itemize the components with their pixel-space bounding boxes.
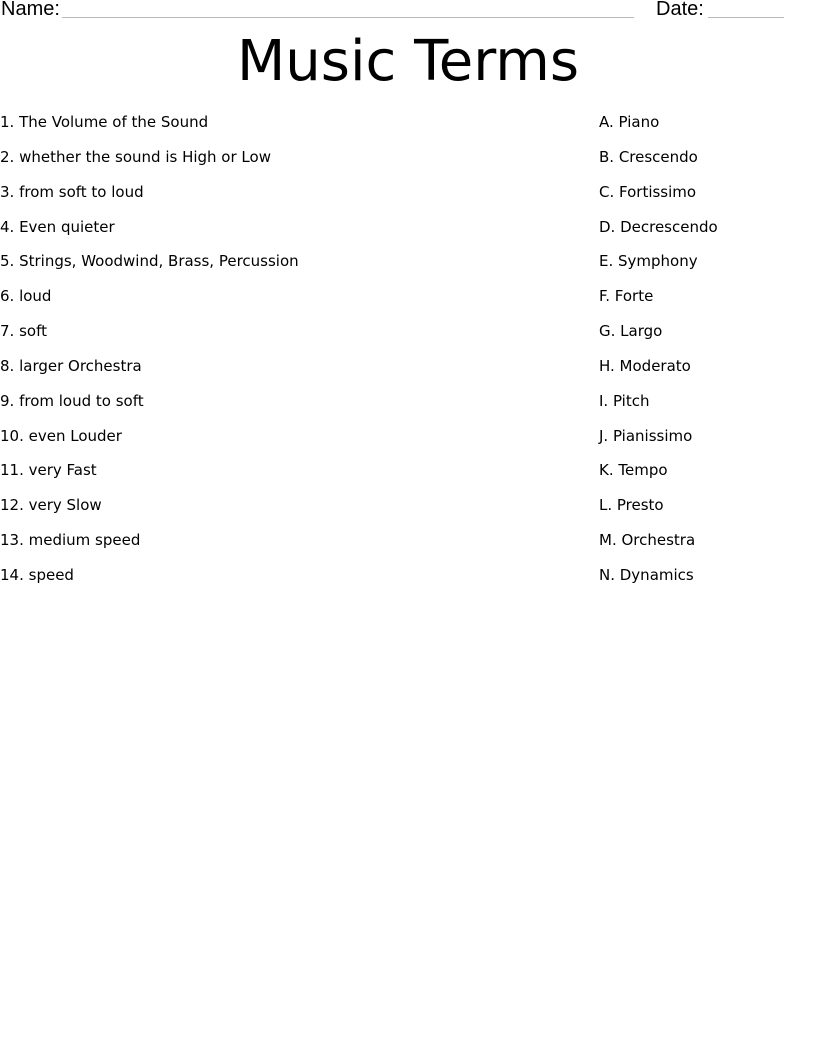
answer-item: F. Forte	[599, 287, 654, 306]
name-label: Name:	[1, 0, 60, 20]
clue-item: 2. whether the sound is High or Low	[0, 147, 271, 166]
answer-item: D. Decrescendo	[599, 217, 718, 236]
clue-item: 11. very Fast	[0, 461, 97, 480]
clue-list	[0, 112, 560, 600]
clue-item: 13. medium speed	[0, 531, 141, 550]
clue-item: 1. The Volume of the Sound	[0, 113, 209, 131]
name-blank-line	[62, 17, 634, 18]
answer-list	[599, 112, 809, 600]
answer-item: K. Tempo	[599, 461, 668, 480]
clue-item: 5. Strings, Woodwind, Brass, Percussion	[0, 252, 299, 271]
page-title: Music Terms	[236, 29, 580, 94]
clue-item: 9. from loud to soft	[0, 391, 144, 410]
answer-item: C. Fortissimo	[599, 182, 697, 201]
clue-item: 14. speed	[0, 565, 74, 584]
answer-item: I. Pitch	[599, 391, 650, 410]
answer-item: H. Moderato	[599, 356, 691, 375]
answer-item: L. Presto	[599, 496, 664, 515]
clue-item: 6. loud	[0, 287, 52, 306]
answer-item: G. Largo	[599, 322, 663, 341]
answer-item: M. Orchestra	[599, 531, 696, 550]
answer-item: J. Pianissimo	[599, 426, 693, 445]
answer-item: B. Crescendo	[599, 147, 698, 166]
clue-item: 3. from soft to loud	[0, 182, 144, 201]
answer-item: E. Symphony	[599, 252, 698, 271]
clue-item: 12. very Slow	[0, 496, 102, 515]
answer-item: A. Piano	[599, 113, 660, 131]
date-label: Date:	[656, 0, 704, 20]
clue-item: 8. larger Orchestra	[0, 356, 142, 375]
date-blank-line	[708, 17, 784, 18]
clue-item: 10. even Louder	[0, 426, 122, 445]
answer-item: N. Dynamics	[599, 565, 694, 584]
worksheet-header	[0, 0, 816, 24]
clue-item: 7. soft	[0, 322, 47, 341]
clue-item: 4. Even quieter	[0, 217, 115, 236]
